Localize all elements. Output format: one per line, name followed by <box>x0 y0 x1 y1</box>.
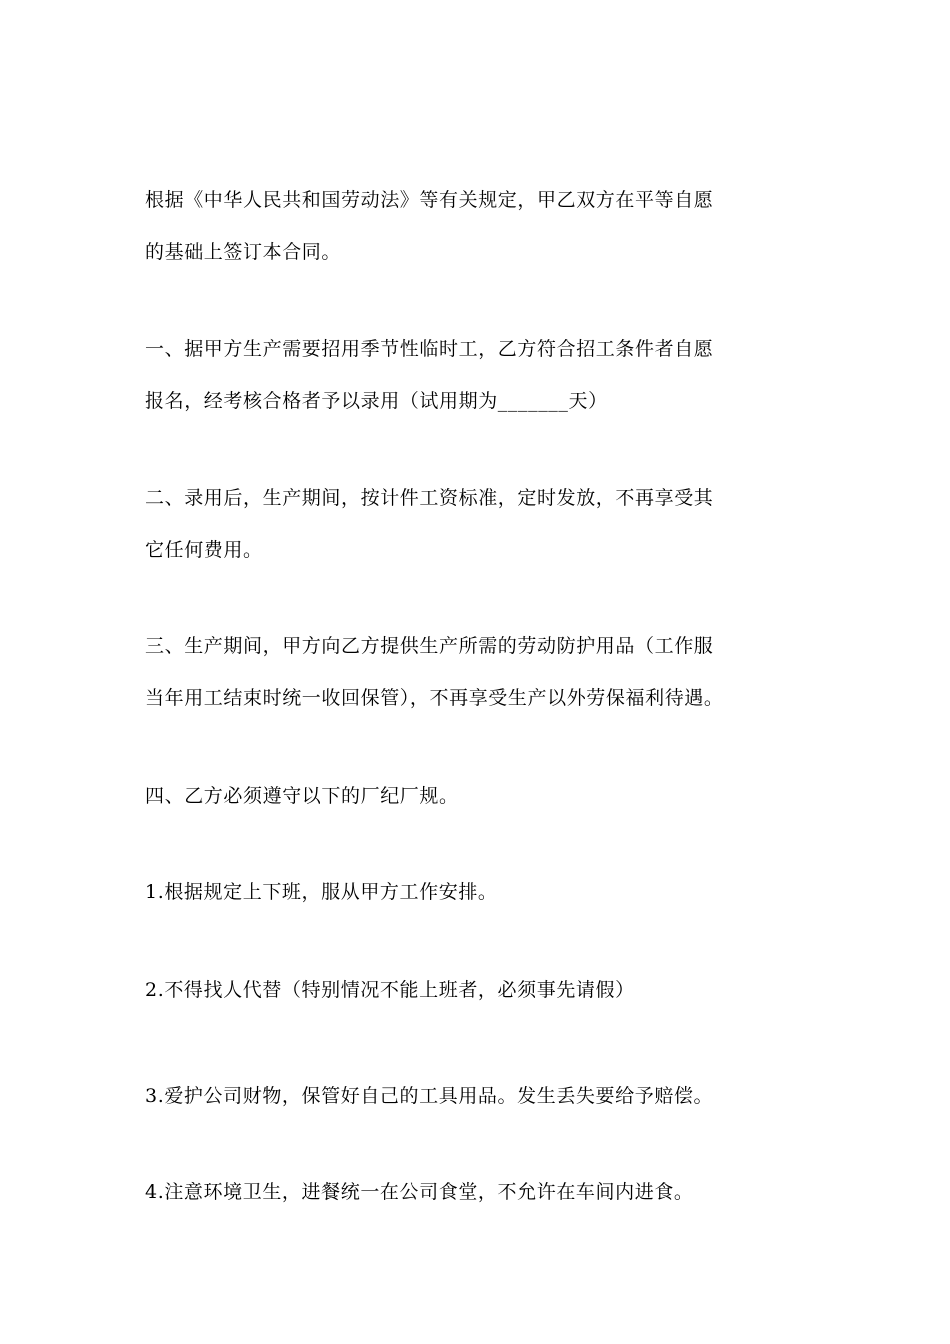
rule-item <box>145 866 815 918</box>
rule-item <box>145 964 815 1016</box>
intro-paragraph <box>145 174 815 278</box>
intro-line-2: 的基础上签订本合同。 <box>145 241 342 263</box>
clause-1-line-1: 一、据甲方生产需要招用季节性临时工，乙方符合招工条件者自愿 <box>145 338 714 360</box>
clause-3-paragraph <box>145 620 815 724</box>
rule-1-text: 1.根据规定上下班，服从甲方工作安排。 <box>145 881 498 903</box>
rule-item <box>145 1166 815 1218</box>
rule-2-text: 2.不得找人代替（特别情况不能上班者，必须事先请假） <box>145 979 635 1001</box>
intro-line-1: 根据《中华人民共和国劳动法》等有关规定，甲乙双方在平等自愿 <box>145 189 714 211</box>
rule-3-text: 3.爱护公司财物，保管好自己的工具用品。发生丢失要给予赔偿。 <box>145 1085 714 1107</box>
clause-2-line-2: 它任何费用。 <box>145 539 263 561</box>
clause-2-paragraph <box>145 472 815 576</box>
clause-4-line-1: 四、乙方必须遵守以下的厂纪厂规。 <box>145 785 459 807</box>
clause-3-line-2: 当年用工结束时统一收回保管），不再享受生产以外劳保福利待遇。 <box>145 687 724 709</box>
clause-2-line-1: 二、录用后，生产期间，按计件工资标准，定时发放，不再享受其 <box>145 487 714 509</box>
clause-4-paragraph <box>145 770 815 822</box>
clause-3-line-1: 三、生产期间，甲方向乙方提供生产所需的劳动防护用品（工作服 <box>145 635 714 657</box>
clause-1-line-2: 报名，经考核合格者予以录用（试用期为_______天） <box>145 390 608 412</box>
rule-item <box>145 1070 815 1122</box>
clause-1-paragraph <box>145 323 815 427</box>
rule-4-text: 4.注意环境卫生，进餐统一在公司食堂，不允许在车间内进食。 <box>145 1181 694 1203</box>
